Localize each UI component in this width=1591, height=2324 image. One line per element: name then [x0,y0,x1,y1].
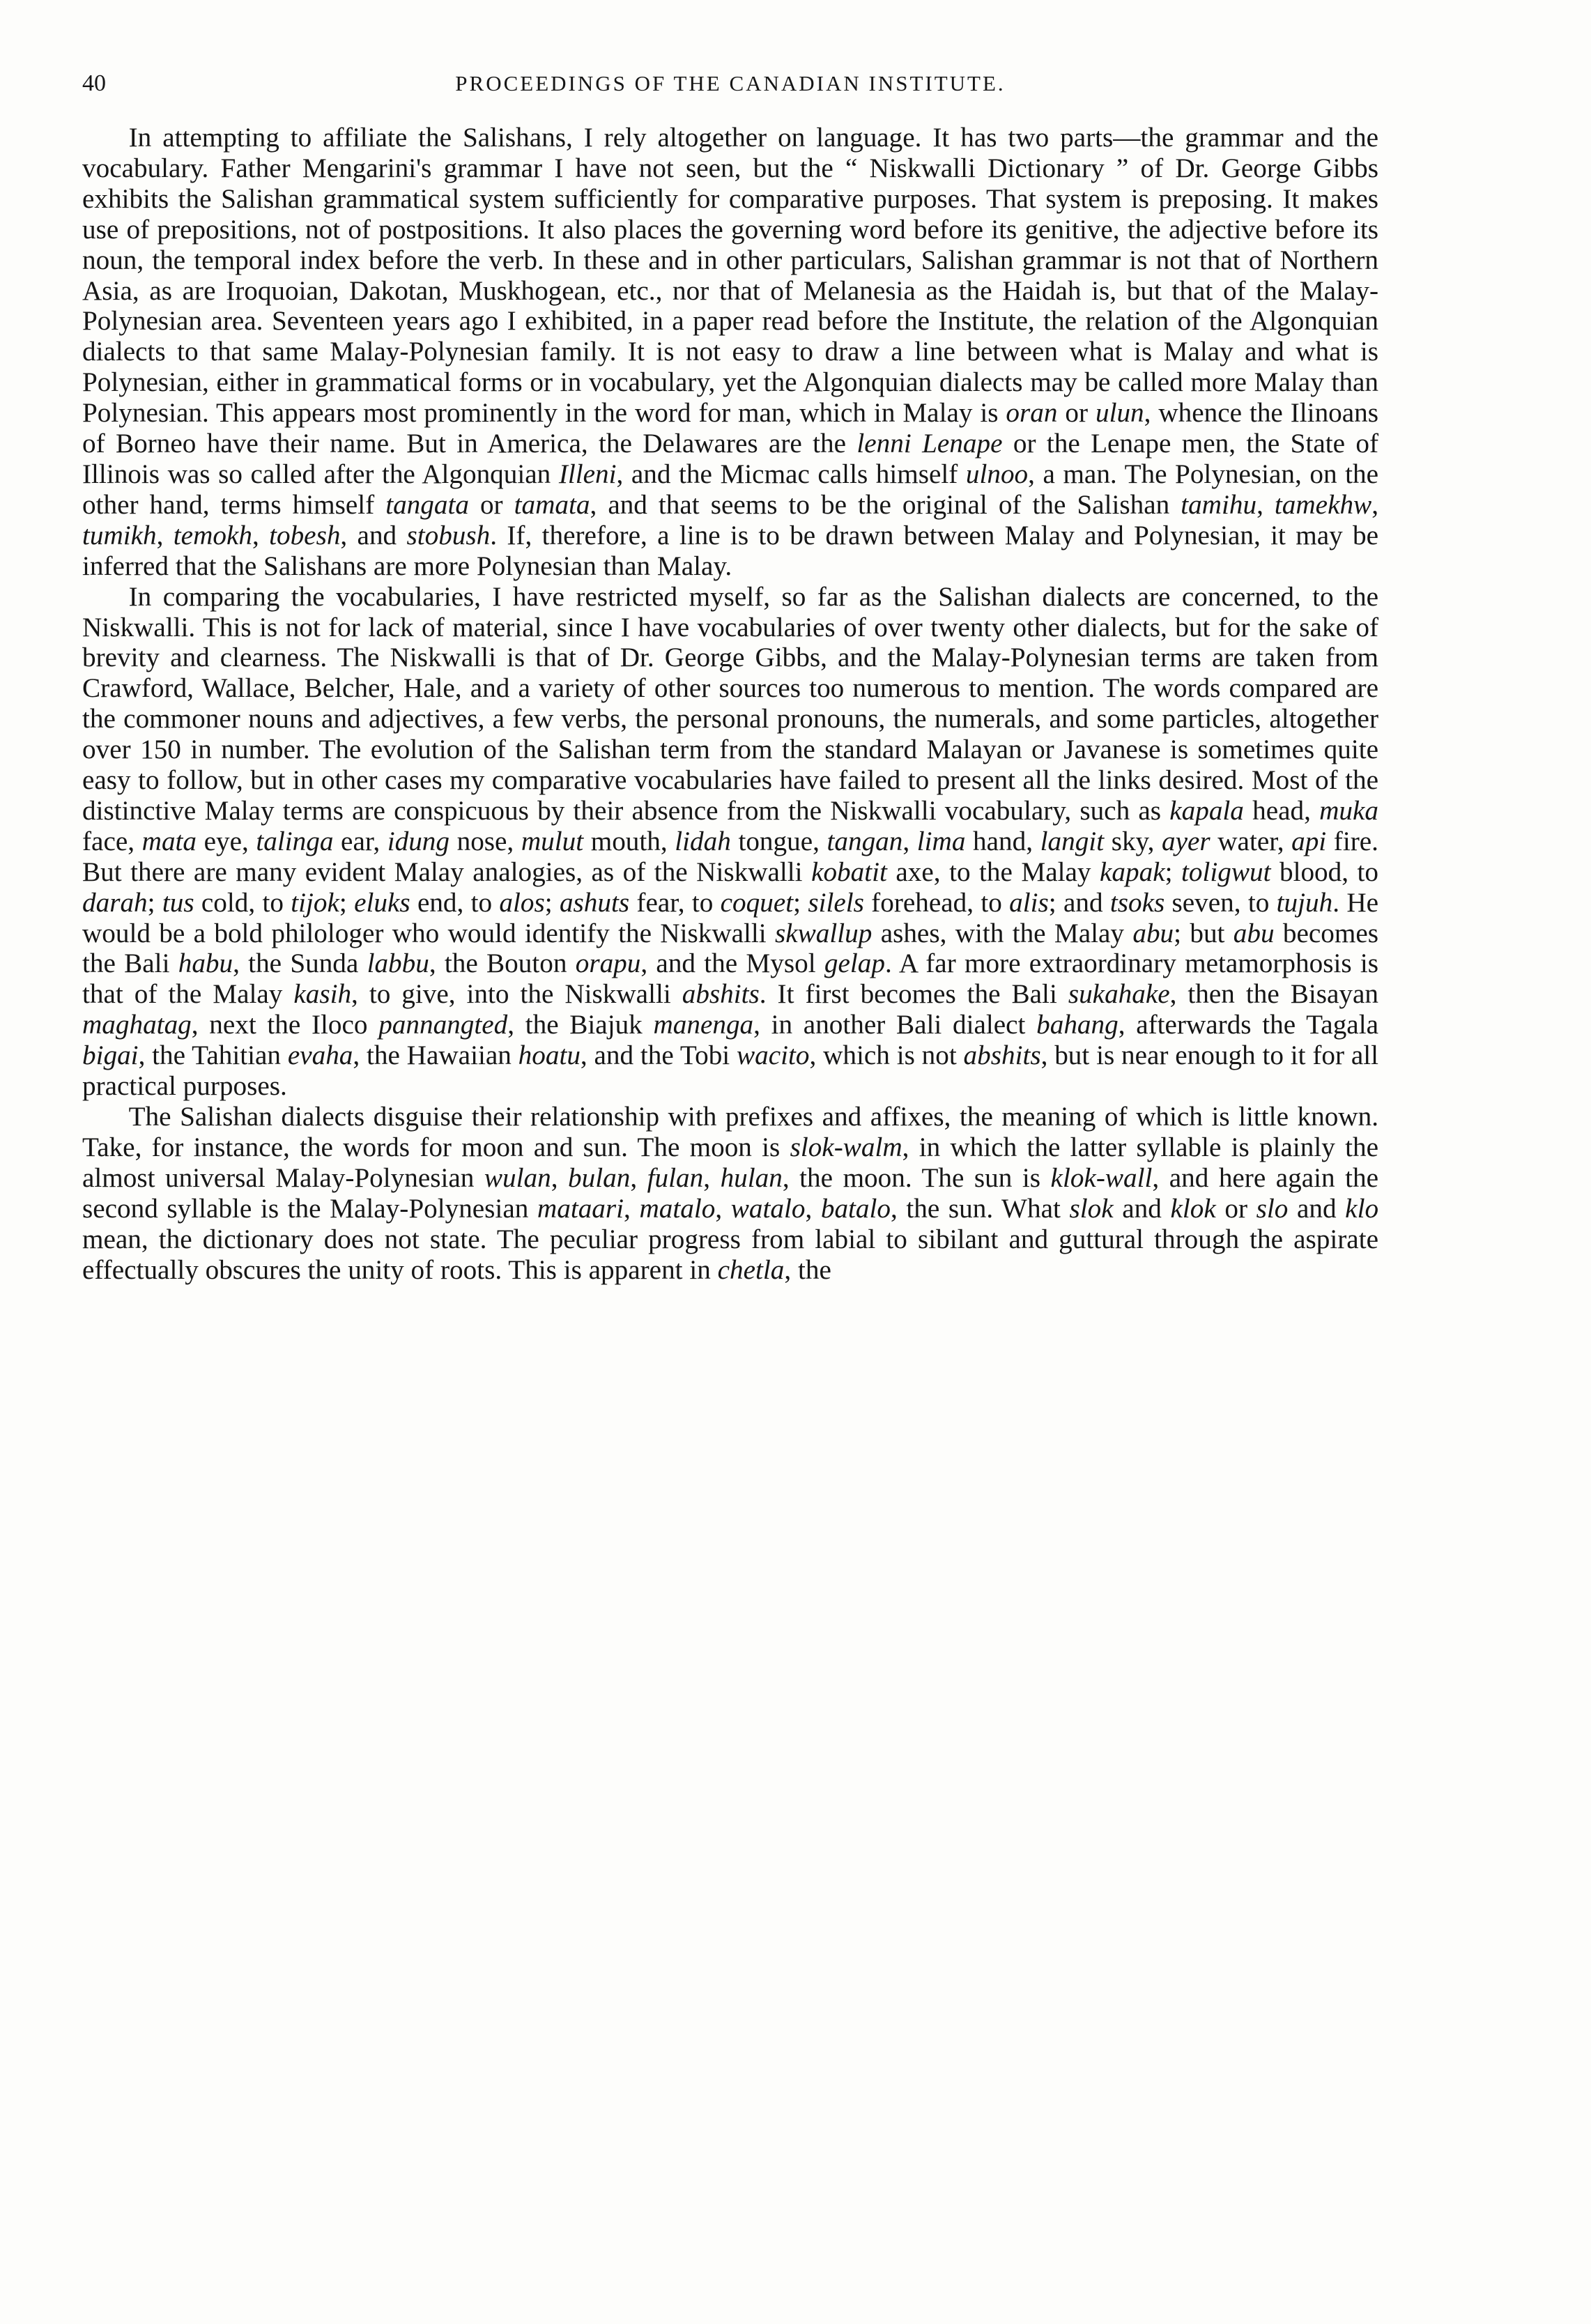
text-run: ear, [333,826,387,856]
text-run: becomes the Bali [82,918,1378,979]
italic-term: kasih [293,979,352,1010]
italic-term: tamihu [1181,489,1257,520]
text-run: , [252,520,270,551]
text-run: , and the Micmac calls himself [616,459,966,489]
italic-term: hoatu [518,1040,581,1071]
italic-term: tangata [385,489,469,520]
italic-term: toligwut [1181,856,1271,887]
page-header [82,63,1378,105]
italic-term: skwallup [775,918,873,948]
italic-term: mataari [537,1193,624,1224]
text-run: In comparing the vocabularies, I have restricted myself, so far as the Salishan dialects are concerned, to the Niskwalli. This is not for lack of material, since I have vocabularies of over twenty other dialects, but for the sake of brevity and clearness. The Niskwalli is that of Dr. George Gibbs, and the Malay-Polynesian terms are taken from Crawford, Wallace, Belcher, Hale, and a variety of other sources too numerous to mention. The words compared are the commoner nouns and adjectives, a few verbs, the personal pronouns, the numerals, and some particles, altogether over 150 in number. The evolution of the Salishan term from the standard Malayan or Javanese is sometimes quite easy to follow, but in other cases my comparative vocabularies have failed to present all the links desired. Most of the distinctive Malay terms are conspicuous by their absence from the Niskwalli vocabulary, such as [82,581,1378,826]
italic-term: orapu [575,948,641,979]
text-run: , afterwards the Tagala [1118,1010,1378,1040]
text-run: , [624,1193,640,1224]
italic-term: coquet [720,887,794,918]
italic-term: kapala [1169,795,1244,826]
text-run: , then the Bisayan [1169,979,1378,1010]
text-run: or [468,489,514,520]
text-run: , the [784,1254,831,1285]
italic-term: alos [499,887,545,918]
text-run: and [1113,1193,1171,1224]
page-number: 40 [82,70,106,96]
text-run: or [1215,1193,1256,1224]
italic-term: oran [1006,398,1058,429]
text-run: or the Lenape men, the State of Illinois was so called after the Algonquian [82,429,1379,489]
italic-term: bulan [568,1162,631,1193]
text-run: , which is not [809,1040,964,1071]
italic-term: wacito [737,1040,810,1071]
italic-term: klok [1170,1193,1216,1224]
italic-term: abshits [963,1040,1041,1071]
italic-term: kobatit [811,856,887,887]
text-run: ; and [1048,887,1110,918]
italic-term: klo [1345,1193,1379,1224]
text-run: face, [82,826,142,856]
text-run: . A far more extraordinary metamorphosis is that of the Malay [82,948,1379,1010]
italic-term: abu [1233,918,1275,948]
text-run: cold, to [194,887,291,918]
italic-term: maghatag [82,1010,192,1040]
italic-term: langit [1040,826,1105,856]
body-text [82,123,1378,1285]
text-run: mouth, [583,826,675,856]
italic-term: ashuts [559,887,630,918]
text-run: , and the Tobi [580,1040,737,1071]
text-run: ; [1165,856,1181,887]
text-run: ; [147,887,162,918]
italic-term: tus [162,887,194,918]
italic-term: ayer [1162,826,1210,856]
italic-term: tijok [291,887,339,918]
italic-term: darah [82,887,148,918]
text-run: , [703,1162,721,1193]
text-run: , [902,826,917,856]
text-run: , in which the latter syllable is plainly the almost universal Malay-Polynesian [82,1132,1378,1193]
italic-term: batalo [820,1193,891,1224]
italic-term: hulan [720,1162,783,1193]
italic-term: temokh [173,520,252,551]
text-run: , the Hawaiian [353,1040,518,1071]
text-run: forehead, to [863,887,1010,918]
text-run: , [551,1162,569,1193]
italic-term: abshits [682,979,760,1010]
paragraph [82,1102,1378,1285]
text-run: sky, [1104,826,1162,856]
text-run: eye, [197,826,256,856]
italic-term: lenni Lenape [856,429,1003,459]
italic-term: tumikh [82,520,157,551]
text-run: , but is near enough to it for all practical purposes. [82,1040,1379,1102]
italic-term: kapak [1100,856,1165,887]
italic-term: tsoks [1109,887,1165,918]
italic-term: evaha [287,1040,353,1071]
text-run: , the Biajuk [507,1010,654,1040]
italic-term: watalo [730,1193,806,1224]
italic-term: talinga [256,826,334,856]
italic-term: slok-walm [790,1132,902,1162]
italic-term: tobesh [269,520,341,551]
text-run: and [1288,1193,1346,1224]
italic-term: lidah [675,826,731,856]
text-run: , the Sunda [233,948,367,979]
text-run: ashes, with the Malay [872,918,1133,948]
text-run: , and here again the second syllable is the Malay-Polynesian [82,1162,1379,1224]
text-run: fire. But there are many evident Malay analogies, as of the Niskwalli [82,826,1378,887]
text-run: , and the Mysol [640,948,824,979]
paragraph [82,123,1378,582]
italic-term: silels [808,887,864,918]
italic-term: klok-wall [1050,1162,1153,1193]
italic-term: tujuh [1276,887,1333,918]
text-run: water, [1210,826,1292,856]
italic-term: stobush [406,520,491,551]
text-run: head, [1243,795,1320,826]
text-run: or [1057,398,1096,429]
text-run: , [715,1193,731,1224]
italic-term: chetla [717,1254,785,1285]
text-run: , the Bouton [429,948,576,979]
text-run: ; [339,887,355,918]
text-run: nose, [449,826,521,856]
italic-term: habu [178,948,233,979]
text-run: end, to [410,887,500,918]
text-run: , and [340,520,407,551]
text-run: ; but [1174,918,1233,948]
italic-term: sukahake [1068,979,1170,1010]
paragraph [82,582,1378,1102]
italic-term: alis [1009,887,1049,918]
text-run: , the sun. What [891,1193,1070,1224]
italic-term: eluks [354,887,410,918]
italic-term: matalo [639,1193,716,1224]
text-run: , the Tahitian [138,1040,288,1071]
text-run: . It first becomes the Bali [759,979,1068,1010]
italic-term: gelap [824,948,885,979]
italic-term: slok [1069,1193,1114,1224]
text-run: axe, to the Malay [886,856,1100,887]
text-run: The Salishan dialects disguise their relationship with prefixes and affixes, the meaning of which is little known. Take, for instance, the words for moon and sun. The moon is [82,1102,1378,1162]
text-run: tongue, [730,826,827,856]
text-run: ; [544,887,560,918]
text-run: , whence the Ilinoans of Borneo have their name. But in America, the Delawares are the [82,398,1378,459]
italic-term: tamata [514,489,590,520]
text-run: ; [793,887,808,918]
italic-term: bahang [1036,1010,1119,1040]
text-run: , the moon. The sun is [782,1162,1051,1193]
italic-term: ulun [1095,398,1144,429]
italic-term: slo [1256,1193,1289,1224]
text-run: , in another Bali dialect [753,1010,1037,1040]
italic-term: pannangted [378,1010,508,1040]
italic-term: manenga [653,1010,754,1040]
text-run: , [1256,489,1275,520]
italic-term: tangan [827,826,903,856]
text-run: seven, to [1165,887,1277,918]
text-run: , [156,520,174,551]
italic-term: api [1291,826,1327,856]
text-run: , a man. The Polynesian, on the other hand, terms himself [82,459,1379,520]
italic-term: idung [387,826,449,856]
italic-term: mulut [521,826,584,856]
text-run: , [630,1162,647,1193]
italic-term: abu [1132,918,1174,948]
text-run: , [805,1193,821,1224]
text-run: In attempting to affiliate the Salishans, I rely altogether on language. It has two parts—the grammar and the vocabulary. Father Mengarini's grammar I have not seen, but the “ Niskwalli Dictionary ” of Dr. George Gibbs exhibits the Salishan grammatical system sufficiently for comparative purposes. That system is preposing. It makes use of prepositions, not of postpositions. It also places the governing word before its genitive, the adjective before its noun, the temporal index before the verb. In these and in other particulars, Salishan grammar is not that of Northern Asia, as are Iroquoian, Dakotan, Muskhogean, etc., nor that of Melanesia as the Haidah is, but that of the Malay-Polynesian area. Seventeen years ago I exhibited, in a paper read before the Institute, the relation of the Algonquian dialects to that same Malay-Polynesian family. It is not easy to draw a line between what is Malay and what is Polynesian, either in grammatical forms or in vocabulary, yet the Algonquian dialects may be called more Malay than Polynesian. This appears most prominently in the word for man, which in Malay is [82,123,1378,429]
running-title: PROCEEDINGS OF THE CANADIAN INSTITUTE. [455,71,1006,95]
italic-term: fulan [647,1162,704,1193]
text-run: hand, [965,826,1040,856]
italic-term: bigai [82,1040,139,1071]
italic-term: muka [1319,795,1378,826]
text-run: , and that seems to be the original of the Salishan [590,489,1181,520]
text-run: . If, therefore, a line is to be drawn between Malay and Polynesian, it may be inferred that the Salishans are more Polynesian than Malay. [82,520,1379,581]
text-run: , [1371,489,1378,520]
italic-term: mata [141,826,197,856]
italic-term: lima [916,826,966,856]
italic-term: labbu [367,948,429,979]
text-run: , to give, into the Niskwalli [351,979,682,1010]
text-run: blood, to [1270,856,1379,887]
text-run: . He would be a bold philologer who would identify the Niskwalli [82,887,1379,948]
italic-term: Illeni [558,459,617,489]
italic-term: ulnoo [965,459,1029,489]
text-run: fear, to [629,887,721,918]
text-run: , next the Iloco [191,1010,379,1040]
italic-term: wulan [484,1162,551,1193]
text-run: mean, the dictionary does not state. The peculiar progress from labial to sibilant and guttural through the aspirate effectually obscures the unity of roots. This is apparent in [82,1224,1378,1285]
italic-term: tamekhw [1274,489,1372,520]
